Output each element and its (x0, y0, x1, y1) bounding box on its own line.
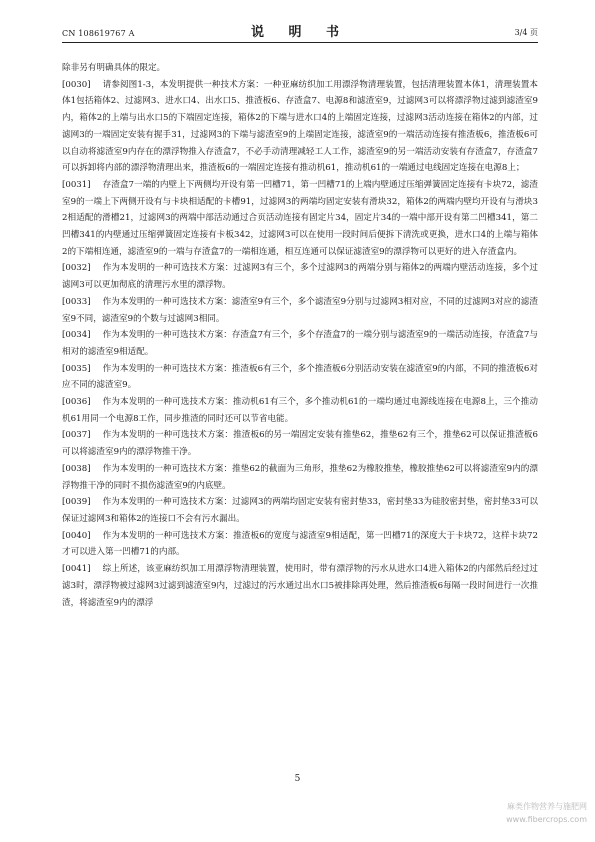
paragraph-number: [0030] (62, 79, 91, 90)
paragraph-0040 (62, 528, 538, 561)
paragraph-0041 (62, 561, 538, 611)
paragraph-0037 (62, 427, 538, 460)
paragraph-text: 作为本发明的一种可选技术方案：过滤网3有三个，多个过滤网3的两端分别与箱体2的两端内壁活动连接，多个过滤网3可以更加彻底的清理污水里的漂浮物。 (62, 263, 538, 291)
paragraph-number: [0034] (62, 330, 91, 341)
paragraph-number: [0041] (62, 564, 91, 575)
paragraph-text: 存渣盒7一端的内壁上下两侧均开设有第一凹槽71，第一凹槽71的上端内壁通过压缩弹簧固定连接有卡块72，滤渣室9的一端上下两侧开设有与卡块相适配的卡槽91，过滤网3的两端均固定安装有滑块32，箱体2的两端内壁均开设有与滑块32相适配的滑槽21，过滤网3的两端中部活动通过合页活动连接有固定片34，固定片34的一端中部开设有第二凹槽341，第二凹槽341的内壁通过压缩弹簧固定连接有卡板342，过滤网3可以在使用一段时间后便拆下清洗或更换，进水口4的上端与箱体2的下端相连通，滤渣室9的一端与存渣盒7的一端相连通，相互连通可以保证滤渣室9的漂浮物可以更好的进入存渣盒内。 (62, 179, 538, 257)
watermark-title: 麻类作物营养与施肥网 (507, 802, 587, 811)
paragraph-text: 作为本发明的一种可选技术方案：推垫62的截面为三角形，推垫62为橡胶推垫，橡胶推垫62可以将滤渣室9内的漂浮物推干净的同时不损伤滤渣室9的内底壁。 (62, 463, 538, 491)
page-number: 5 (294, 774, 301, 784)
paragraph-text: 作为本发明的一种可选技术方案：存渣盒7有三个，多个存渣盒7的一端分别与滤渣室9的一端活动连接，存渣盒7与相对的滤渣室9相适配。 (62, 330, 538, 357)
paragraph-text: 请参阅图1-3，本发明提供一种技术方案：一种亚麻纺织加工用漂浮物清理装置，包括清理装置本体1，清理装置本体1包括箱体2、过滤网3、进水口4、出水口5、推渣板6、存渣盒7、电源8和滤渣室9，过滤网3可以将漂浮物过滤到滤渣室9内，箱体2的上端与出水口5的下端固定连接，箱体2的下端与进水口4的上端固定连接，过滤网3活动连接在箱体2的内部，过滤网3的一端固定安装有握手31，过滤网3的下端与滤渣室9的上端固定连接，滤渣室9的一端活动连接有推渣板6，推渣板6可以自动将滤渣室9内存在的漂浮物推入存渣盒7，不必手动清理减轻工人工作，滤渣室9的另一端活动安装有存渣盒7，存渣盒7可以拆卸将内部的漂浮物清理出来，推渣板6的一端固定连接有推动机61，推动机61的一端通过电线固定连接在电源8上； (62, 79, 538, 174)
site-watermark (506, 800, 587, 826)
page-header (62, 20, 538, 43)
paragraph-number: [0035] (62, 363, 91, 374)
patent-number: CN 108619767 A (62, 29, 135, 38)
document-title: 说 明 书 (250, 25, 350, 40)
paragraph-number: [0033] (62, 296, 91, 307)
paragraph-text: 作为本发明的一种可选技术方案：推渣板6有三个，多个推渣板6分别活动安装在滤渣室9的内部，不同的推渣板6对应不同的滤渣室9。 (62, 363, 538, 391)
paragraph-text: 作为本发明的一种可选技术方案：推渣板6的另一端固定安装有推垫62，推垫62有三个，推垫62可以保证推渣板6可以将滤渣室9内的漂浮物推干净。 (62, 430, 538, 458)
paragraph-number: [0032] (62, 263, 91, 274)
paragraph-0032 (62, 260, 538, 293)
paragraph-0031 (62, 177, 538, 261)
paragraph-number: [0031] (62, 179, 91, 190)
paragraph-text: 作为本发明的一种可选技术方案：推动机61有三个，多个推动机61的一端均通过电源线连接在电源8上，三个推动机61用同一个电源8工作，同步推渣的同时还可以节省电能。 (62, 397, 538, 424)
paragraph-continuation (62, 60, 538, 77)
paragraph-text: 作为本发明的一种可选技术方案：推渣板6的宽度与滤渣室9相适配，第一凹槽71的深度大于卡块72，这样卡块72才可以进入第一凹槽71的内部。 (62, 530, 538, 558)
paragraph-number: [0037] (62, 430, 91, 441)
paragraph-number: [0038] (62, 463, 91, 474)
paragraph-number: [0036] (62, 397, 91, 408)
paragraph-text: 作为本发明的一种可选技术方案：过滤网3的两端均固定安装有密封垫33，密封垫33为硅胶密封垫，密封垫33可以保证过滤网3和箱体2的连接口不会有污水漏出。 (62, 497, 538, 524)
paragraph-0030 (62, 77, 538, 177)
page-indicator: 3/4 页 (514, 28, 538, 37)
paragraph-0039 (62, 494, 538, 527)
paragraph-text: 除非另有明确具体的限定。 (62, 63, 166, 73)
paragraph-number: [0039] (62, 497, 91, 508)
watermark-url: www.fibercrops.com (506, 815, 587, 824)
paragraph-0035 (62, 361, 538, 394)
paragraph-number: [0040] (62, 530, 91, 541)
body-text (62, 60, 538, 611)
paragraph-text: 作为本发明的一种可选技术方案：滤渣室9有三个，多个滤渣室9分别与过滤网3相对应，不同的过滤网3对应的滤渣室9不同，滤渣室9的个数与过滤网3相同。 (62, 296, 538, 324)
paragraph-0033 (62, 294, 538, 327)
paragraph-0036 (62, 394, 538, 427)
paragraph-0038 (62, 461, 538, 494)
paragraph-text: 综上所述，该亚麻纺织加工用漂浮物清理装置，使用时，带有漂浮物的污水从进水口4进入箱体2的内部然后经过过滤3时，漂浮物被过滤网3过滤到滤渣室9内，过滤过的污水通过出水口5被排除再处理，然后推渣板6每隔一段时间进行一次推渣，将滤渣室9内的漂浮 (62, 564, 538, 608)
paragraph-0034 (62, 327, 538, 360)
